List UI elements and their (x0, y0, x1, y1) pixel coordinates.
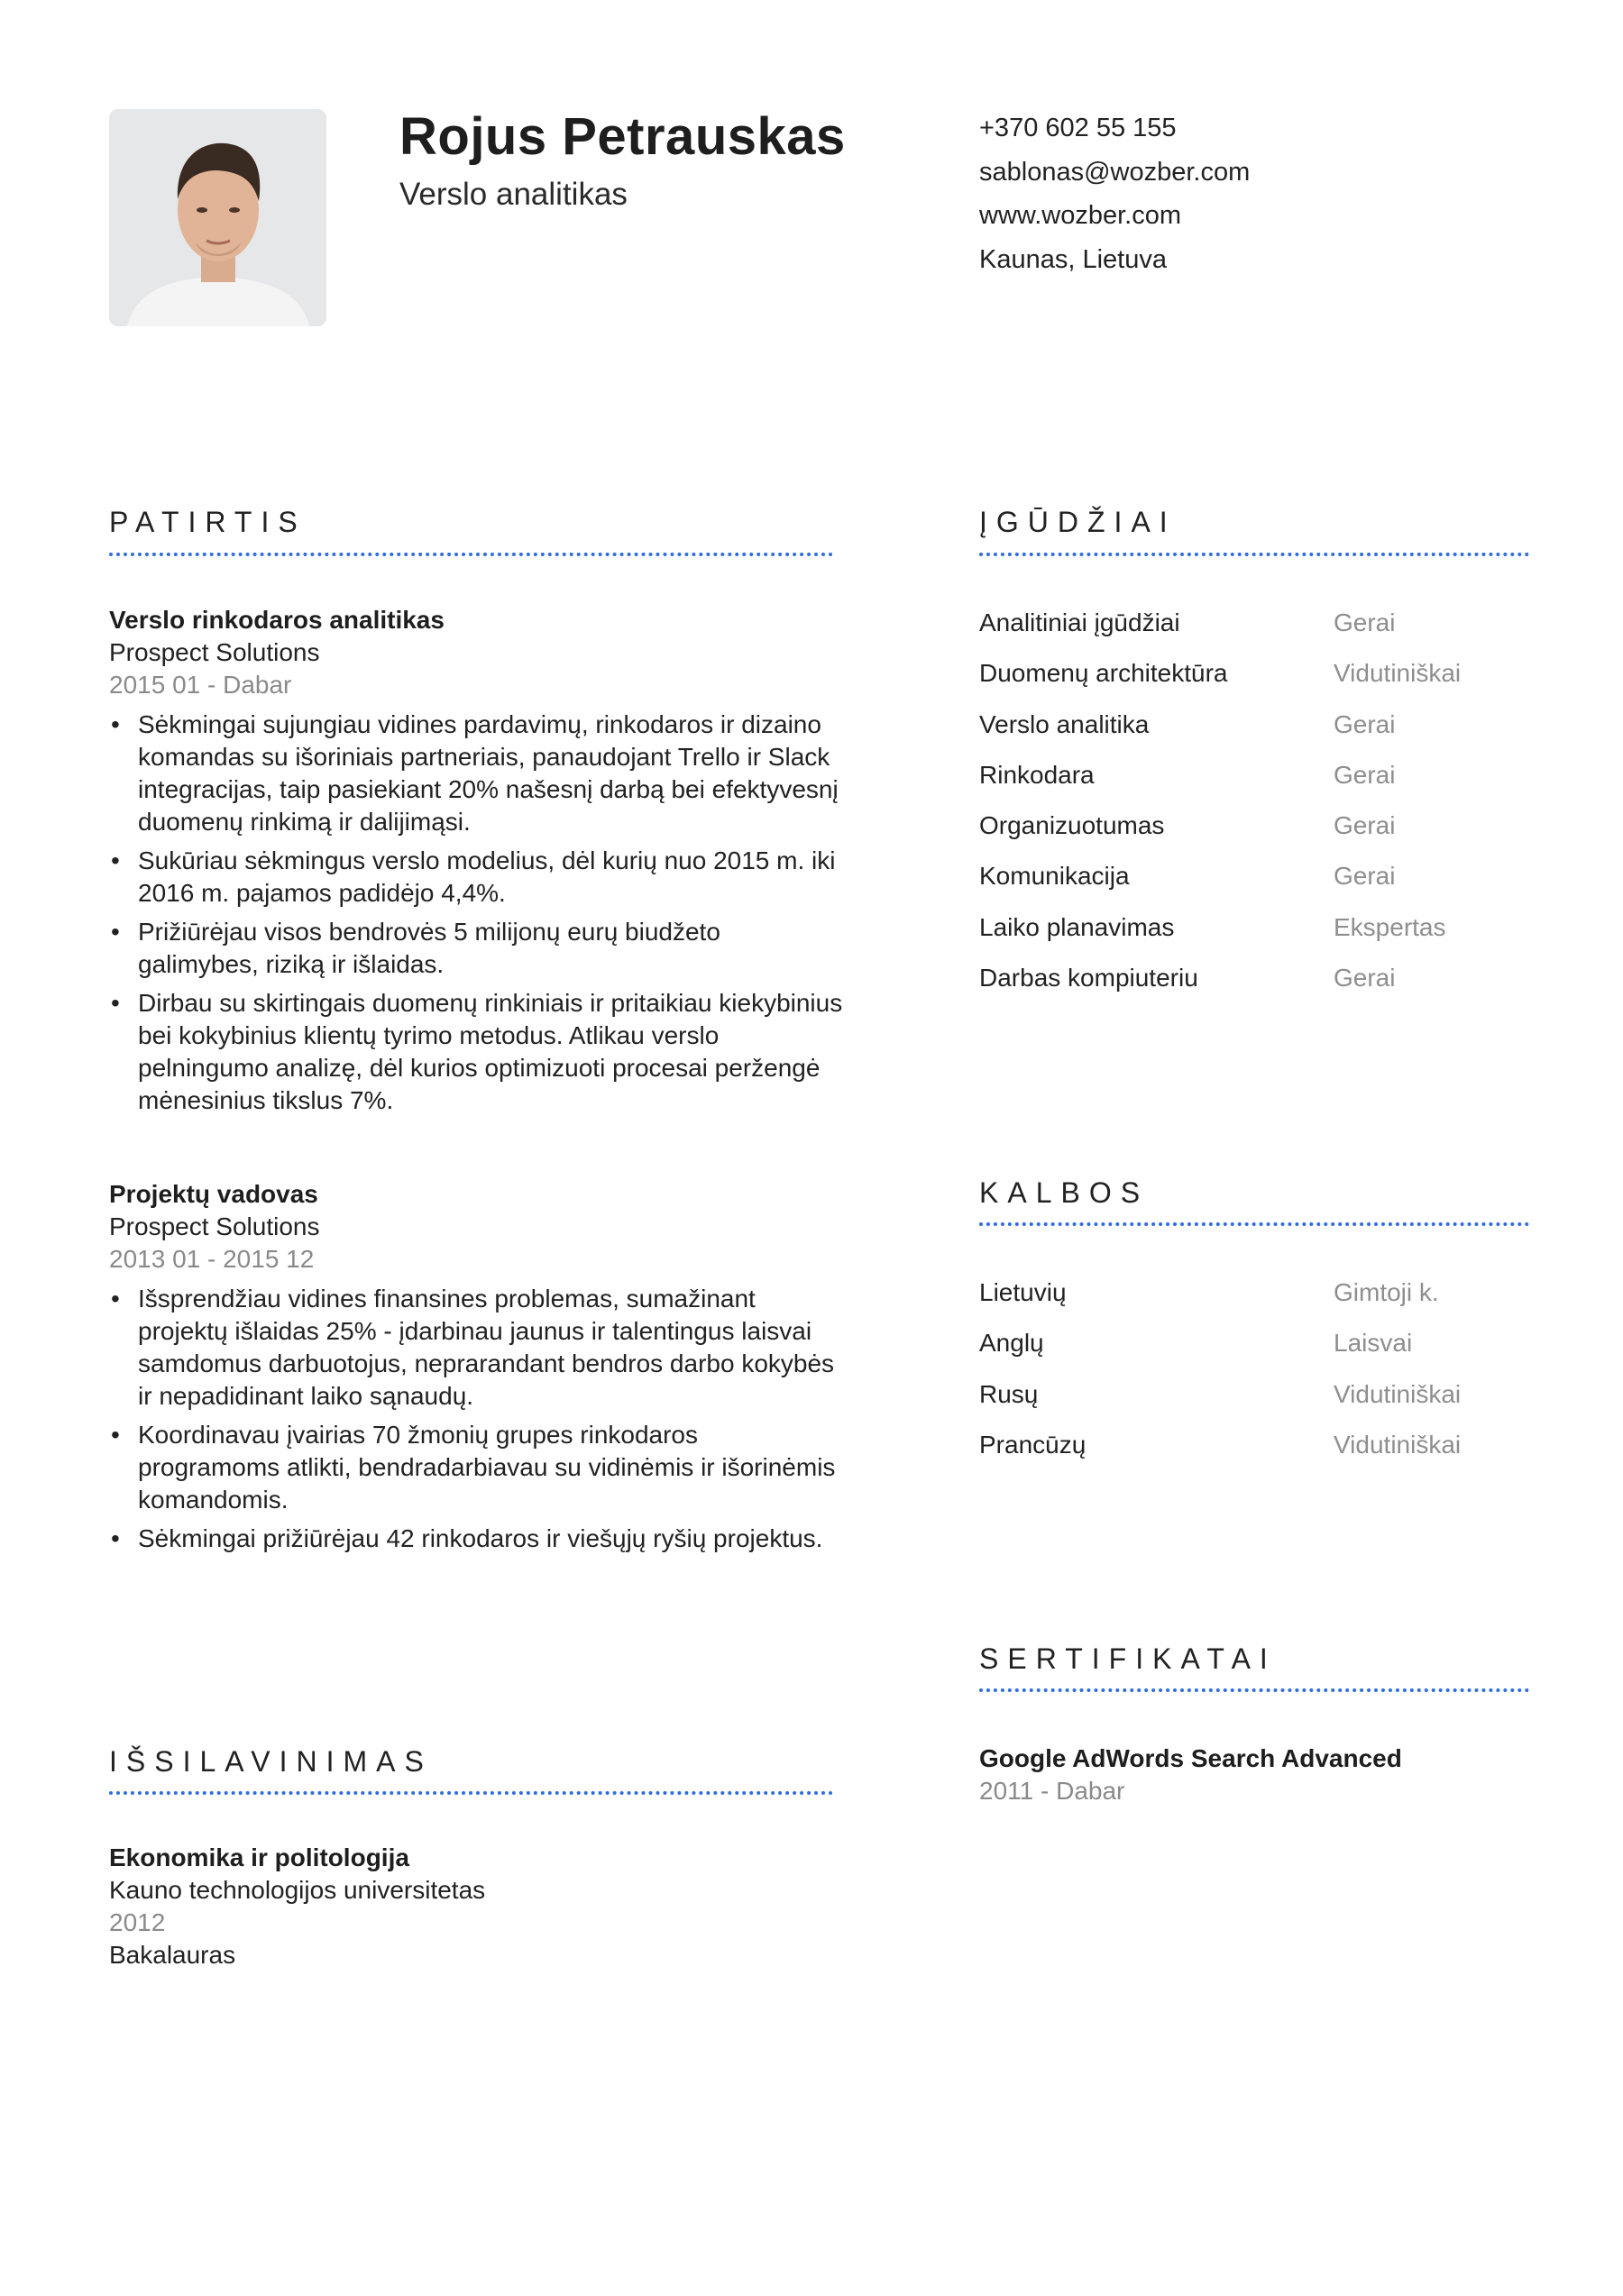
list-item: • Prižiūrėjau visos bendrovės 5 milijonų eurų biudžeto galimybes, riziką ir išlaidas. (109, 916, 844, 981)
language-name: Prancūzų (979, 1430, 1087, 1459)
job-company: Prospect Solutions (109, 638, 320, 666)
candidate-name: Rojus Petrauskas (399, 107, 846, 166)
language-row (979, 1327, 1529, 1377)
list-item: • Dirbau su skirtingais duomenų rinkiniais ir pritaikiau kiekybinius bei kokybinius klientų tyrimo metodus. Atlikau verslo pelningumo analizę, dėl kurios optimizuoti procesai peržengė mėnesinius tikslus 7%. (109, 987, 844, 1117)
skill-name: Organizuotumas (979, 811, 1165, 840)
skill-row (979, 709, 1529, 759)
job-entry (109, 604, 844, 1123)
skill-name: Laiko planavimas (979, 912, 1175, 941)
skill-name: Rinkodara (979, 760, 1095, 789)
job-bullets (109, 1283, 844, 1555)
education-year: 2012 (109, 1908, 166, 1936)
language-level: Vidutiniškai (1334, 1430, 1462, 1459)
education-divider (109, 1791, 833, 1795)
skill-name: Verslo analitika (979, 709, 1150, 738)
job-entry (109, 1178, 844, 1561)
skill-row (979, 810, 1529, 860)
job-company: Prospect Solutions (109, 1212, 320, 1240)
language-level: Gimtoji k. (1334, 1278, 1439, 1306)
list-item: • Sėkmingai prižiūrėjau 42 rinkodaros ir viešųjų ryšių projektus. (109, 1523, 844, 1555)
skill-level: Gerai (1334, 862, 1396, 891)
education-school: Kauno technologijos universitetas (109, 1876, 486, 1904)
contact-phone: +370 602 55 155 (979, 114, 1177, 142)
experience-heading: PATIRTIS (109, 506, 307, 538)
skill-level: Vidutiniškai (1334, 659, 1462, 688)
skill-level: Gerai (1334, 709, 1396, 738)
skill-name: Komunikacija (979, 862, 1130, 891)
language-name: Anglų (979, 1329, 1044, 1358)
job-bullets (109, 709, 844, 1117)
languages-divider (979, 1222, 1529, 1226)
skills-list (979, 607, 1529, 1012)
skill-row (979, 657, 1529, 708)
certificates-heading: SERTIFIKATAI (979, 1642, 1277, 1675)
certificate-name: Google AdWords Search Advanced (979, 1744, 1402, 1772)
contact-block (979, 106, 1250, 281)
skill-row (979, 607, 1529, 657)
language-row (979, 1429, 1529, 1479)
job-title: Verslo rinkodaros analitikas (109, 606, 445, 634)
certificate-entry (979, 1743, 1529, 1807)
language-name: Lietuvių (979, 1278, 1067, 1306)
contact-email: sablonas@wozber.com (979, 157, 1251, 187)
languages-heading: KALBOS (979, 1176, 1150, 1209)
profile-photo (109, 109, 326, 326)
skills-heading: ĮGŪDŽIAI (979, 506, 1177, 538)
education-heading: IŠSILAVINIMAS (109, 1745, 433, 1778)
skill-level: Gerai (1334, 964, 1396, 992)
education-entry (109, 1842, 844, 1971)
job-title: Projektų vadovas (109, 1180, 318, 1208)
contact-location: Kaunas, Lietuva (979, 244, 1167, 274)
language-row (979, 1276, 1529, 1327)
experience-divider (109, 553, 833, 556)
skill-level: Gerai (1334, 811, 1396, 840)
contact-website: www.wozber.com (979, 201, 1182, 230)
skill-level: Gerai (1334, 608, 1396, 636)
languages-list (979, 1276, 1529, 1479)
skill-row (979, 911, 1529, 962)
language-level: Vidutiniškai (1334, 1379, 1462, 1408)
skill-name: Darbas kompiuteriu (979, 964, 1198, 992)
skill-name: Analitiniai įgūdžiai (979, 608, 1180, 636)
skill-level: Ekspertas (1334, 912, 1446, 941)
certificate-dates: 2011 - Dabar (979, 1777, 1125, 1805)
certificates-divider (979, 1688, 1529, 1692)
skill-level: Gerai (1334, 760, 1396, 789)
job-dates: 2013 01 - 2015 12 (109, 1245, 315, 1273)
candidate-role: Verslo analitikas (399, 177, 628, 212)
skill-name: Duomenų architektūra (979, 659, 1228, 688)
skill-row (979, 759, 1529, 810)
list-item: • Sukūriau sėkmingus verslo modelius, dėl kurių nuo 2015 m. iki 2016 m. pajamos padidėjo 4,4%. (109, 845, 844, 910)
skills-divider (979, 553, 1529, 556)
language-row (979, 1378, 1529, 1429)
list-item: • Sėkmingai sujungiau vidines pardavimų, rinkodaros ir dizaino komandas su išoriniais partneriais, panaudojant Trello ir Slack integracijas, taip pasiekiant 20% našesnį darbą bei efektyvesnį duomenų rinkimą ir dalijimąsi. (109, 709, 844, 838)
education-level: Bakalauras (109, 1941, 236, 1969)
job-dates: 2015 01 - Dabar (109, 671, 292, 699)
skill-row (979, 860, 1529, 910)
language-name: Rusų (979, 1379, 1039, 1408)
list-item: • Koordinavau įvairias 70 žmonių grupes rinkodaros programoms atlikti, bendradarbiavau su vidinėmis ir išorinėmis komandomis. (109, 1419, 844, 1516)
language-level: Laisvai (1334, 1329, 1413, 1358)
skill-row (979, 962, 1529, 1012)
education-degree: Ekonomika ir politologija (109, 1843, 409, 1871)
list-item: • Išsprendžiau vidines finansines problemas, sumažinant projektų išlaidas 25% - įdarbinau jaunus ir talentingus laisvai samdomus darbuotojus, neprarandant bendros darbo kokybės ir nepadidinant laiko sąnaudų. (109, 1283, 844, 1413)
